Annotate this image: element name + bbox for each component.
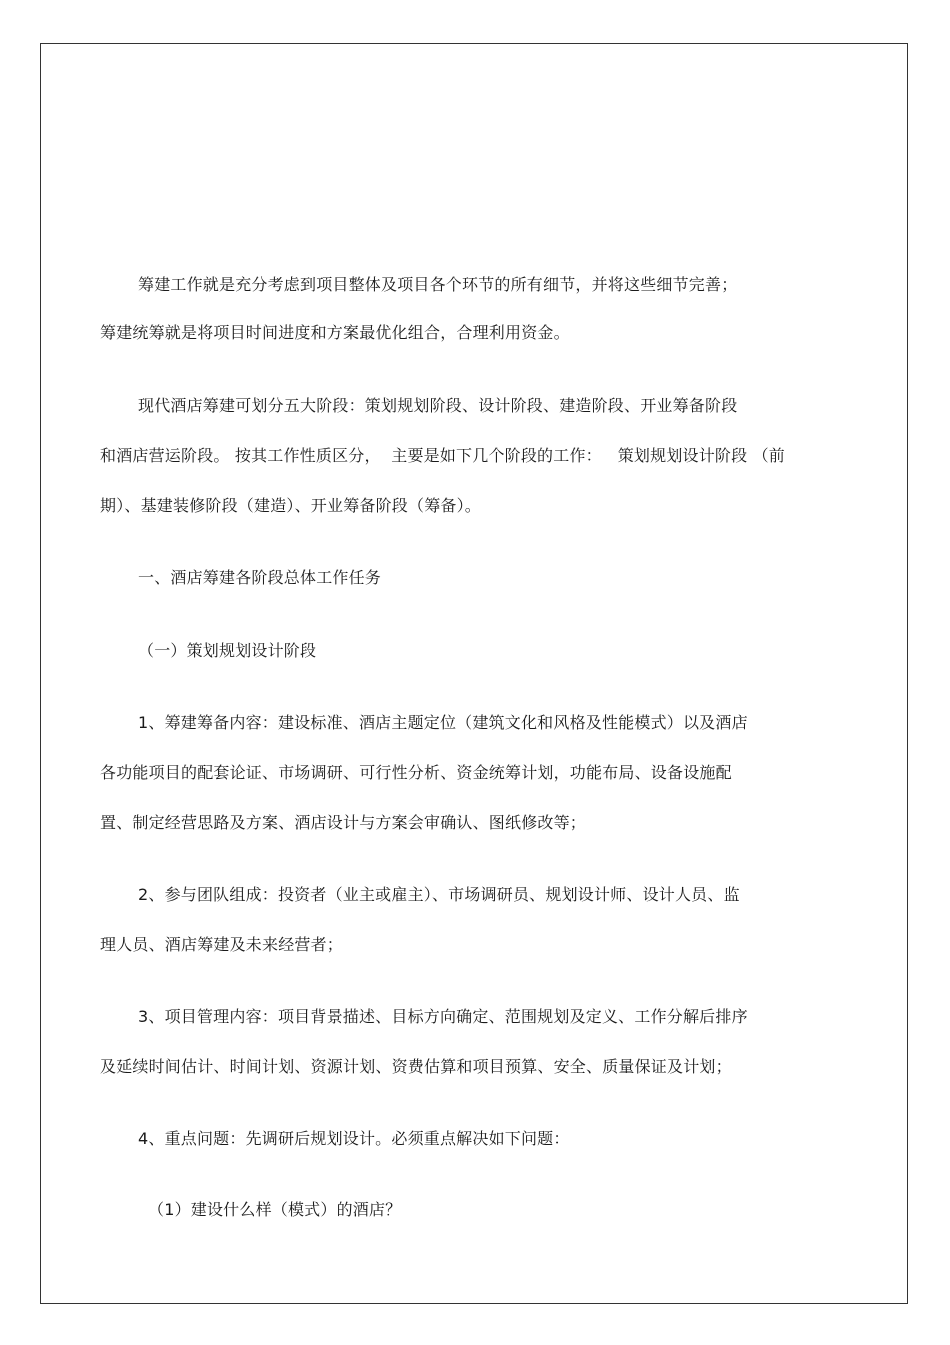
- paragraph-line: （1）建设什么样（模式）的酒店？: [148, 1200, 402, 1219]
- paragraph-line: 各功能项目的配套论证、市场调研、可行性分析、资金统筹计划，功能布局、设备设施配: [100, 763, 732, 782]
- paragraph-line: 置、制定经营思路及方案、酒店设计与方案会审确认、图纸修改等；: [100, 813, 587, 832]
- paragraph-line: 期）、基建装修阶段（建造）、开业筹备阶段（筹备）。: [100, 496, 482, 515]
- paragraph-line: 1、筹建筹备内容：建设标准、酒店主题定位（建筑文化和风格及性能模式）以及酒店: [138, 713, 748, 732]
- paragraph-line: 3、项目管理内容：项目背景描述、目标方向确定、范围规划及定义、工作分解后排序: [138, 1007, 748, 1026]
- paragraph-line: 现代酒店筹建可划分五大阶段：策划规划阶段、设计阶段、建造阶段、开业筹备阶段: [138, 396, 738, 415]
- paragraph-line: 2、参与团队组成：投资者（业主或雇主）、市场调研员、规划设计师、设计人员、监: [138, 885, 740, 904]
- section-heading: 一、酒店筹建各阶段总体工作任务: [138, 568, 382, 587]
- page-border: [40, 43, 908, 1304]
- paragraph-line: 筹建统筹就是将项目时间进度和方案最优化组合，合理利用资金。: [100, 323, 570, 342]
- subsection-heading: （一）策划规划设计阶段: [138, 641, 317, 660]
- paragraph-line: 筹建工作就是充分考虑到项目整体及项目各个环节的所有细节，并将这些细节完善；: [138, 275, 738, 294]
- paragraph-line: 理人员、酒店筹建及未来经营者；: [100, 935, 344, 954]
- paragraph-line: 4、重点问题：先调研后规划设计。必须重点解决如下问题：: [138, 1129, 570, 1148]
- paragraph-line: 和酒店营运阶段。 按其工作性质区分， 主要是如下几个阶段的工作： 策划规划设计阶段 （前: [100, 446, 786, 465]
- paragraph-line: 及延续时间估计、时间计划、资源计划、资费估算和项目预算、安全、质量保证及计划；: [100, 1057, 732, 1076]
